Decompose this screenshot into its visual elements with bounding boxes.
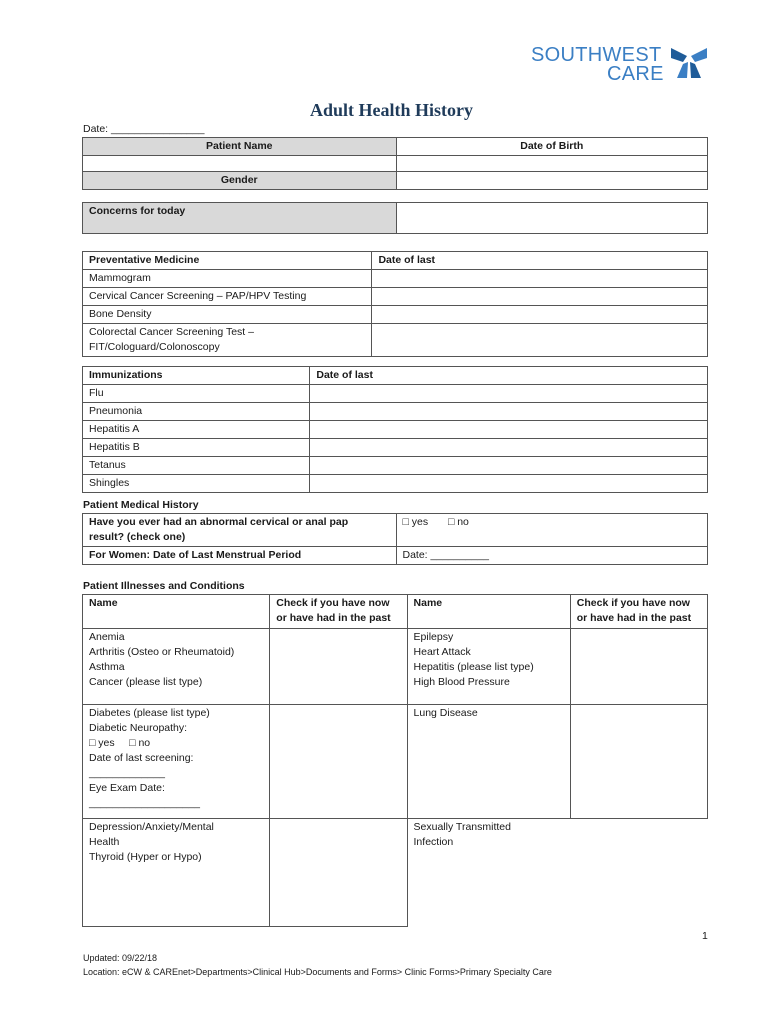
illness-item: _____________ <box>89 767 165 779</box>
illness-name-header-left: Name <box>83 595 270 629</box>
concerns-label: Concerns for today <box>83 203 397 234</box>
dob-header: Date of Birth <box>396 138 708 156</box>
preventative-item: Bone Density <box>83 306 372 324</box>
preventative-date-header: Date of last <box>372 252 708 270</box>
check-header-line: or have had in the past <box>576 612 692 624</box>
illness-item: Date of last screening: <box>89 752 194 764</box>
logo <box>531 44 716 84</box>
preventative-item <box>83 324 372 357</box>
immunization-date-field[interactable] <box>310 403 708 421</box>
preventative-item: Mammogram <box>83 270 372 288</box>
page-number: 1 <box>702 930 708 942</box>
immunization-date-field[interactable] <box>310 457 708 475</box>
footer-location: Location: eCW & CAREnet>Departments>Clinical Hub>Documents and Forms> Clinic Forms>Primary Specialty Care <box>83 967 552 977</box>
patient-name-field[interactable] <box>83 156 397 172</box>
immunization-date-field[interactable] <box>310 385 708 403</box>
illness-item: Diabetic Neuropathy: <box>89 722 188 734</box>
illness-item: Anemia <box>89 631 125 643</box>
illness-item: Arthritis (Osteo or Rheumatoid) <box>89 646 235 658</box>
illness-item: Lung Disease <box>413 707 478 719</box>
illness-item: Diabetes (please list type) <box>89 707 210 719</box>
preventative-item-line: FIT/Cologuard/Colonoscopy <box>89 341 220 353</box>
pap-no-checkbox[interactable]: □ no <box>447 516 469 528</box>
preventative-table <box>82 251 708 357</box>
illness-item: Heart Attack <box>413 646 471 658</box>
illness-list-left-3 <box>83 819 270 927</box>
immunization-date-field[interactable] <box>310 421 708 439</box>
pap-question <box>83 514 397 547</box>
preventative-item-line: Colorectal Cancer Screening Test – <box>89 326 254 338</box>
illness-item: Asthma <box>89 661 125 673</box>
illness-check-header-right <box>570 595 707 629</box>
illness-item: Eye Exam Date: <box>89 782 165 794</box>
illness-item: ___________________ <box>89 797 200 809</box>
logo-line1: SOUTHWEST <box>531 44 662 66</box>
immunization-date-field[interactable] <box>310 475 708 493</box>
check-header-line: Check if you have now <box>576 597 690 609</box>
illness-check-field[interactable] <box>570 819 707 927</box>
medical-history-title: Patient Medical History <box>83 499 199 511</box>
footer-updated: Updated: 09/22/18 <box>83 953 158 963</box>
preventative-date-field[interactable] <box>372 306 708 324</box>
illness-check-field[interactable] <box>270 629 407 705</box>
pap-question-line: result? (check one) <box>89 531 186 543</box>
illness-item: Epilepsy <box>413 631 454 643</box>
immunization-item: Hepatitis B <box>83 439 310 457</box>
illness-item: Thyroid (Hyper or Hypo) <box>89 851 202 863</box>
lmp-date-field[interactable]: Date: __________ <box>396 547 708 565</box>
immunizations-date-header: Date of last <box>310 367 708 385</box>
pap-question-line: Have you ever had an abnormal cervical or anal pap <box>89 516 349 528</box>
preventative-date-field[interactable] <box>372 270 708 288</box>
dob-field[interactable] <box>396 156 708 172</box>
lmp-question: For Women: Date of Last Menstrual Period <box>83 547 397 565</box>
illness-item: Sexually Transmitted <box>413 821 511 833</box>
immunization-item: Flu <box>83 385 310 403</box>
illness-item: Infection <box>413 836 454 848</box>
illness-item: □ yes □ no <box>89 737 151 749</box>
illness-list-left-1 <box>83 629 270 705</box>
preventative-date-field[interactable] <box>372 288 708 306</box>
date-line: Date: ________________ <box>83 123 205 135</box>
illness-name-header-right: Name <box>407 595 570 629</box>
preventative-date-field[interactable] <box>372 324 708 357</box>
medical-history-table <box>82 513 708 565</box>
immunization-item: Tetanus <box>83 457 310 475</box>
concerns-field[interactable] <box>396 203 708 234</box>
immunization-item: Pneumonia <box>83 403 310 421</box>
illness-list-right-2 <box>407 705 570 819</box>
illnesses-table <box>82 594 708 927</box>
illness-check-field[interactable] <box>570 629 707 705</box>
immunization-item: Hepatitis A <box>83 421 310 439</box>
illness-item: High Blood Pressure <box>413 676 510 688</box>
immunization-date-field[interactable] <box>310 439 708 457</box>
gender-header: Gender <box>83 172 397 190</box>
preventative-item: Cervical Cancer Screening – PAP/HPV Testing <box>83 288 372 306</box>
concerns-table <box>82 202 708 234</box>
butterfly-icon <box>669 44 709 82</box>
patient-name-header: Patient Name <box>83 138 397 156</box>
immunization-item: Shingles <box>83 475 310 493</box>
illness-check-header-left <box>270 595 407 629</box>
illness-check-field[interactable] <box>270 819 407 927</box>
illness-check-field[interactable] <box>570 705 707 819</box>
preventative-header: Preventative Medicine <box>83 252 372 270</box>
illness-item: Health <box>89 836 120 848</box>
pap-answer <box>396 514 708 547</box>
check-header-line: or have had in the past <box>276 612 391 624</box>
illness-list-left-2 <box>83 705 270 819</box>
check-header-line: Check if you have now <box>276 597 390 609</box>
pap-yes-checkbox[interactable]: □ yes <box>402 516 429 528</box>
illness-list-right-3 <box>407 819 570 927</box>
illness-check-field[interactable] <box>270 705 407 819</box>
gender-field[interactable] <box>396 172 708 190</box>
illness-list-right-1 <box>407 629 570 705</box>
page-title: Adult Health History <box>310 100 474 120</box>
patient-table <box>82 137 708 190</box>
illness-item: Cancer (please list type) <box>89 676 203 688</box>
immunizations-table <box>82 366 708 493</box>
illness-item: Hepatitis (please list type) <box>413 661 534 673</box>
illnesses-title: Patient Illnesses and Conditions <box>83 580 245 592</box>
immunizations-header: Immunizations <box>83 367 310 385</box>
logo-line2: CARE <box>607 63 664 85</box>
illness-item: Depression/Anxiety/Mental <box>89 821 214 833</box>
